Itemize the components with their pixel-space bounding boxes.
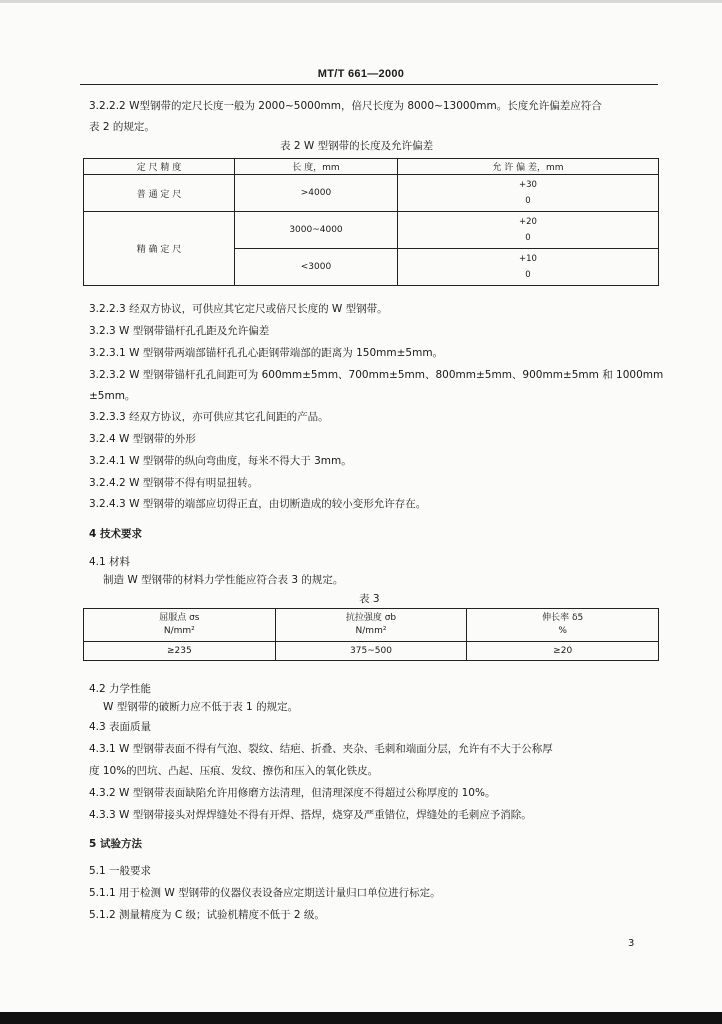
table2-header-deviation: 允 许 偏 差，mm: [492, 163, 564, 173]
table-row: [235, 175, 658, 211]
header-unit: N/mm²: [163, 626, 195, 636]
deviation-plus: +30: [519, 180, 537, 190]
clause-3-2-3: 3.2.3 W 型钢带锚杆孔孔距及允许偏差: [89, 325, 270, 337]
table-row: [235, 212, 658, 248]
clause-3-2-4-2: 3.2.4.2 W 型钢带不得有明显扭转。: [89, 477, 259, 489]
table2-precise-label: 精 确 定 尺: [84, 212, 235, 285]
header-name: 屈服点 σs: [159, 613, 200, 623]
header-unit: %: [558, 626, 567, 636]
table2-header-length: 长 度，mm: [235, 159, 398, 174]
table2-header-precision: 定 尺 精 度: [84, 159, 235, 174]
table3-material-properties: [83, 608, 659, 661]
clause-4-1: 4.1 材料: [89, 556, 131, 568]
deviation-minus: 0: [525, 196, 531, 206]
section-4-heading: 4 技术要求: [89, 528, 142, 540]
table3-header-elongation: [466, 609, 658, 641]
table-row: [235, 248, 658, 285]
page-top-edge: [0, 0, 722, 3]
deviation-minus: 0: [525, 233, 531, 243]
table3-value-elongation: ≥20: [466, 642, 658, 660]
clause-4-1-text: 制造 W 型钢带的材料力学性能应符合表 3 的规定。: [103, 574, 344, 586]
table2-precise-deviation-1: [398, 212, 658, 248]
section-5-heading: 5 试验方法: [89, 838, 142, 850]
table2-length-tolerance: [83, 158, 659, 286]
table2-precise-length-1: 3000~4000: [235, 212, 398, 248]
table3-header-yield: [84, 609, 275, 641]
table2-normal-group: [84, 175, 658, 212]
deviation-plus: +20: [519, 217, 537, 227]
header-name: 抗拉强度 σb: [345, 613, 397, 623]
table2-header-row: [84, 159, 658, 175]
clause-4-3-3: 4.3.3 W 型钢带接头对焊焊缝处不得有开焊、搭焊，烧穿及严重错位，焊缝处的毛刺应予消除。: [89, 809, 532, 821]
table3-value-tensile: 375~500: [275, 642, 467, 660]
table3-header-tensile: [275, 609, 467, 641]
table3-header-row: [84, 609, 658, 642]
clause-3-2-4: 3.2.4 W 型钢带的外形: [89, 433, 196, 445]
clause-4-3-2: 4.3.2 W 型钢带表面缺陷允许用修磨方法清理，但清理深度不得超过公称厚度的 10%。: [89, 787, 496, 799]
clause-4-3: 4.3 表面质量: [89, 721, 152, 733]
scan-bottom-edge: [0, 1012, 722, 1024]
table2-precise-length-2: <3000: [235, 249, 398, 285]
table2-caption: 表 2 W 型钢带的长度及允许偏差: [280, 140, 434, 152]
table2-normal-deviation: [398, 175, 658, 211]
clause-3-2-3-2: 3.2.3.2 W 型钢带锚杆孔孔间距可为 600mm±5mm、700mm±5mm、800mm±5mm、900mm±5mm 和 1000mm: [89, 369, 664, 381]
clause-4-2-text: W 型钢带的破断力应不低于表 1 的规定。: [103, 701, 299, 713]
clause-5-1-1: 5.1.1 用于检测 W 型钢带的仪器仪表设备应定期送计量归口单位进行标定。: [89, 887, 441, 899]
header-rule: [80, 84, 658, 85]
clause-3-2-3-1: 3.2.3.1 W 型钢带两端部锚杆孔孔心距钢带端部的距离为 150mm±5mm。: [89, 347, 444, 359]
clause-4-2: 4.2 力学性能: [89, 683, 152, 695]
clause-3-2-4-1: 3.2.4.1 W 型钢带的纵向弯曲度，每米不得大于 3mm。: [89, 455, 352, 467]
clause-4-3-1: 4.3.1 W 型钢带表面不得有气泡、裂纹、结疤、折叠、夹杂、毛刺和端面分层，允许有不大于公称厚: [89, 743, 553, 755]
table2-normal-label: 普 通 定 尺: [84, 175, 235, 211]
clause-3-2-3-2-cont: ±5mm。: [89, 390, 136, 402]
clause-3-2-4-3: 3.2.4.3 W 型钢带的端部应切得正直，由切断造成的较小变形允许存在。: [89, 498, 427, 510]
deviation-plus: +10: [519, 254, 537, 264]
table3-caption: 表 3: [359, 593, 380, 605]
table3-value-yield: ≥235: [166, 646, 192, 656]
table2-precise-deviation-2: [398, 249, 658, 285]
clause-5-1: 5.1 一般要求: [89, 865, 152, 877]
clause-3-2-2-3: 3.2.2.3 经双方协议，可供应其它定尺或倍尺长度的 W 型钢带。: [89, 303, 388, 315]
clause-4-3-1-cont: 度 10%的凹坑、凸起、压痕、发纹、擦伤和压入的氧化铁皮。: [89, 765, 379, 777]
clause-3-2-3-3: 3.2.3.3 经双方协议，亦可供应其它孔间距的产品。: [89, 411, 329, 423]
standard-code-header: MT/T 661—2000: [317, 68, 405, 80]
clause-3-2-2-2: 3.2.2.2 W型钢带的定尺长度一般为 2000~5000mm，倍尺长度为 8000~13000mm。长度允许偏差应符合: [89, 100, 602, 112]
table2-normal-length: >4000: [235, 175, 398, 211]
clause-3-2-2-2-cont: 表 2 的规定。: [89, 121, 155, 133]
table-row: [84, 642, 658, 660]
page-number: 3: [628, 938, 635, 949]
header-unit: N/mm²: [355, 626, 387, 636]
deviation-minus: 0: [525, 270, 531, 280]
clause-5-1-2: 5.1.2 测量精度为 C 级；试验机精度不低于 2 级。: [89, 909, 325, 921]
table2-precise-group: [84, 212, 658, 285]
header-name: 伸长率 δ5: [542, 613, 584, 623]
